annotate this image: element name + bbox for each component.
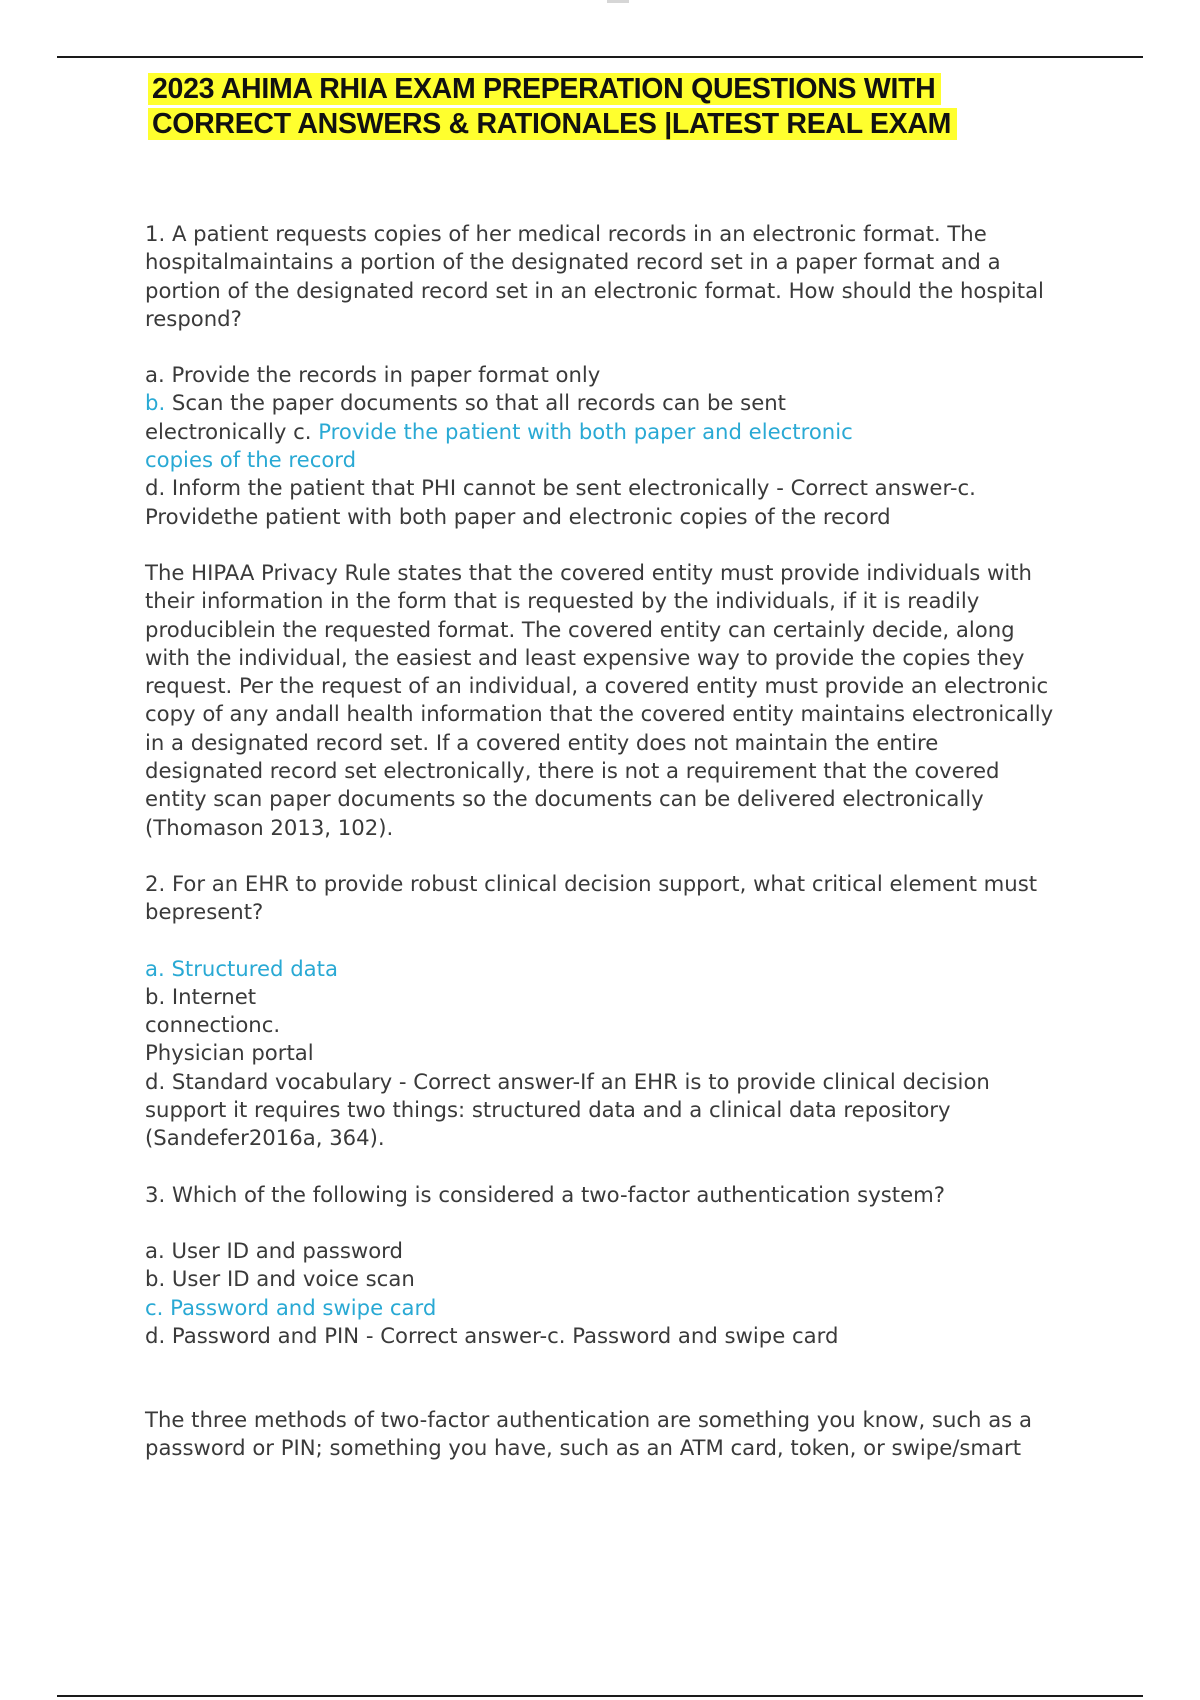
q1-option-b-text: Scan the paper documents so that all records can be sent [165, 390, 786, 416]
question-3 [145, 1181, 1095, 1209]
rationale-line: designated record set electronically, there is not a requirement that the covered [145, 758, 1000, 784]
document-title [148, 72, 1048, 142]
q2-option-a-correct: a. Structured data [145, 955, 338, 981]
q2-options [145, 955, 1095, 1153]
q1-option-c-continued: copies of the record [145, 447, 357, 473]
rationale-line: copy of any andall health information that the covered entity maintains electronically [145, 701, 1054, 727]
title-line-2: CORRECT ANSWERS & RATIONALES |LATEST REAL EXAM [148, 108, 957, 140]
rationale-line: produciblein the requested format. The covered entity can certainly decide, along [145, 616, 1015, 642]
q1-stem-line: respond? [145, 305, 242, 331]
document-body [145, 220, 1095, 1463]
q1-option-a: a. Provide the records in paper format only [145, 362, 601, 388]
footer-rule [57, 1695, 1143, 1697]
q2-answer-line: support it requires two things: structured data and a clinical data repository [145, 1097, 951, 1123]
question-1 [145, 220, 1095, 333]
rationale-line: their information in the form that is requested by the individuals, if it is readily [145, 588, 980, 614]
q1-option-b-c-line [145, 418, 1095, 446]
q1-answer-continued: Providethe patient with both paper and electronic copies of the record [145, 503, 891, 529]
q2-option-b-continued: connectionc. [145, 1012, 281, 1038]
q3-option-a: a. User ID and password [145, 1237, 403, 1263]
rationale-line: in a designated record set. If a covered entity does not maintain the entire [145, 729, 939, 755]
page-top-marker [607, 0, 629, 3]
q2-stem-line: 2. For an EHR to provide robust clinical decision support, what critical element must [145, 870, 1038, 896]
q1-stem-line: portion of the designated record set in an electronic format. How should the hospital [145, 277, 1044, 303]
q3-stem: 3. Which of the following is considered a two-factor authentication system? [145, 1181, 946, 1207]
q1-option-b-letter: b. [145, 390, 166, 416]
q3-options [145, 1237, 1095, 1350]
rationale-line: The three methods of two-factor authentication are something you know, such as a [145, 1407, 1032, 1433]
q1-option-b-continued: electronically c. [145, 418, 319, 444]
rationale-line: password or PIN; something you have, such as an ATM card, token, or swipe/smart [145, 1435, 1022, 1461]
q1-options [145, 361, 1095, 531]
rationale-line: entity scan paper documents so the documents can be delivered electronically [145, 786, 984, 812]
q2-answer-line: (Sandefer2016a, 364). [145, 1125, 385, 1151]
header-rule [57, 56, 1143, 58]
q1-stem-line: 1. A patient requests copies of her medical records in an electronic format. The [145, 221, 987, 246]
rationale-line: with the individual, the easiest and least expensive way to provide the copies they [145, 644, 1025, 670]
q1-option-b [145, 389, 1095, 417]
q1-option-c-correct: Provide the patient with both paper and electronic [318, 418, 853, 444]
q3-option-b: b. User ID and voice scan [145, 1266, 415, 1292]
q2-option-b: b. Internet [145, 983, 257, 1009]
q1-stem-line: hospitalmaintains a portion of the designated record set in a paper format and a [145, 249, 1001, 275]
q1-rationale [145, 559, 1095, 842]
q3-rationale [145, 1406, 1095, 1463]
rationale-line: (Thomason 2013, 102). [145, 814, 394, 840]
rationale-line: The HIPAA Privacy Rule states that the covered entity must provide individuals with [145, 559, 1032, 585]
q1-option-d: d. Inform the patient that PHI cannot be sent electronically - Correct answer-c. [145, 475, 976, 501]
rationale-line: request. Per the request of an individual, a covered entity must provide an electronic [145, 673, 1049, 699]
question-2 [145, 870, 1095, 927]
q3-option-c-correct: c. Password and swipe card [145, 1294, 437, 1320]
q2-answer-line: d. Standard vocabulary - Correct answer-If an EHR is to provide clinical decision [145, 1068, 990, 1094]
q2-option-c: Physician portal [145, 1040, 314, 1066]
q2-stem-line: bepresent? [145, 899, 264, 925]
q3-option-d: d. Password and PIN - Correct answer-c. Password and swipe card [145, 1322, 839, 1348]
title-line-1: 2023 AHIMA RHIA EXAM PREPERATION QUESTIONS WITH [148, 73, 941, 105]
